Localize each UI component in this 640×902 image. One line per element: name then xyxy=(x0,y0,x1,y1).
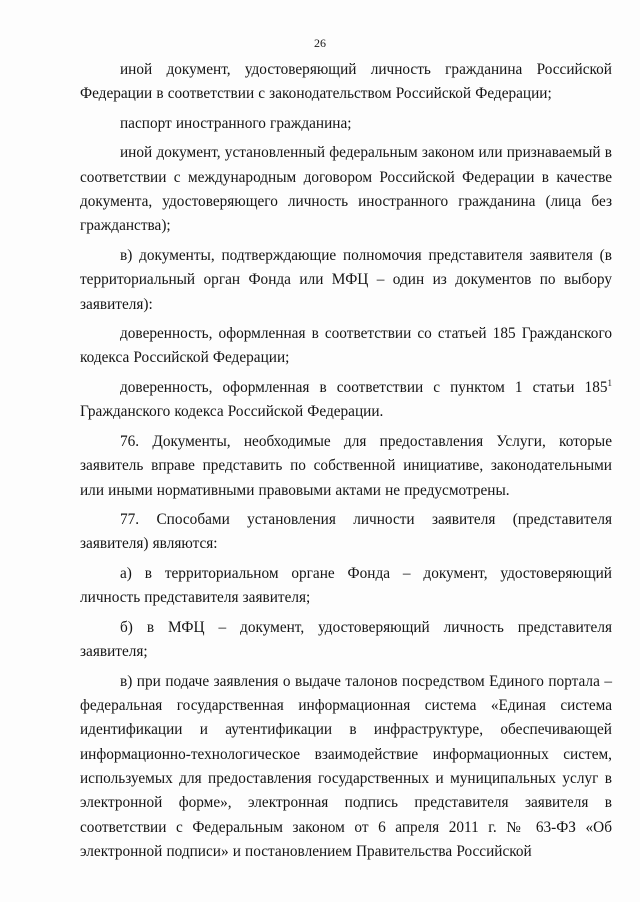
paragraph-77b: б) в МФЦ – документ, удостоверяющий личность представителя заявителя; xyxy=(80,618,612,661)
paragraph-6-tail: Гражданского кодекса Российской Федерации. xyxy=(80,403,384,421)
document-body xyxy=(80,58,612,869)
page-number: 26 xyxy=(314,36,326,50)
paragraph-2: паспорт иностранного гражданина; xyxy=(120,114,352,132)
paragraph-77c: в) при подаче заявления о выдаче талонов посредством Единого портала – федеральная государственная информационная система «Единая система идентификации и аутентификации в инфраструктуре, обеспечивающей информационно-технологическое взаимодействие информационных систем, используемых для предоставления государственных и муниципальных услуг в электронной форме», электронная подпись представителя заявителя в соответствии с Федеральным законом от 6 апреля 2011 г. № 63-ФЗ «Об электронной подписи» и постановлением Правительства Российской xyxy=(80,672,612,860)
paragraph-3: иной документ, установленный федеральным законом или признаваемый в соответствии с международным договором Российской Федерации в качестве документа, удостоверяющего личность иностранного гражданина (лица без гражданства); xyxy=(80,144,612,235)
paragraph-1: иной документ, удостоверяющий личность гражданина Российской Федерации в соответствии с законодательством Российской Федерации; xyxy=(80,61,612,103)
paragraph-6 xyxy=(80,376,612,425)
superscript-1: 1 xyxy=(607,377,612,388)
paragraph-77a: а) в территориальном органе Фонда – документ, удостоверяющий личность представителя заявителя; xyxy=(80,565,612,607)
paragraph-4: в) документы, подтверждающие полномочия представителя заявителя (в территориальный орган Фонда или МФЦ – один из документов по выбору заявителя): xyxy=(80,246,612,313)
paragraph-77: 77. Способами установления личности заявителя (представителя заявителя) являются: xyxy=(80,511,612,553)
paragraph-6-text: доверенность, оформленная в соответствии с пунктом 1 статьи 185 xyxy=(120,379,608,397)
paragraph-76: 76. Документы, необходимые для предоставления Услуги, которые заявитель вправе представить по собственной инициативе, законодательными или иными нормативными правовыми актами не предусмотрены. xyxy=(80,432,612,499)
paragraph-5: доверенность, оформленная в соответствии со статьей 185 Гражданского кодекса Российской Федерации; xyxy=(80,325,612,367)
